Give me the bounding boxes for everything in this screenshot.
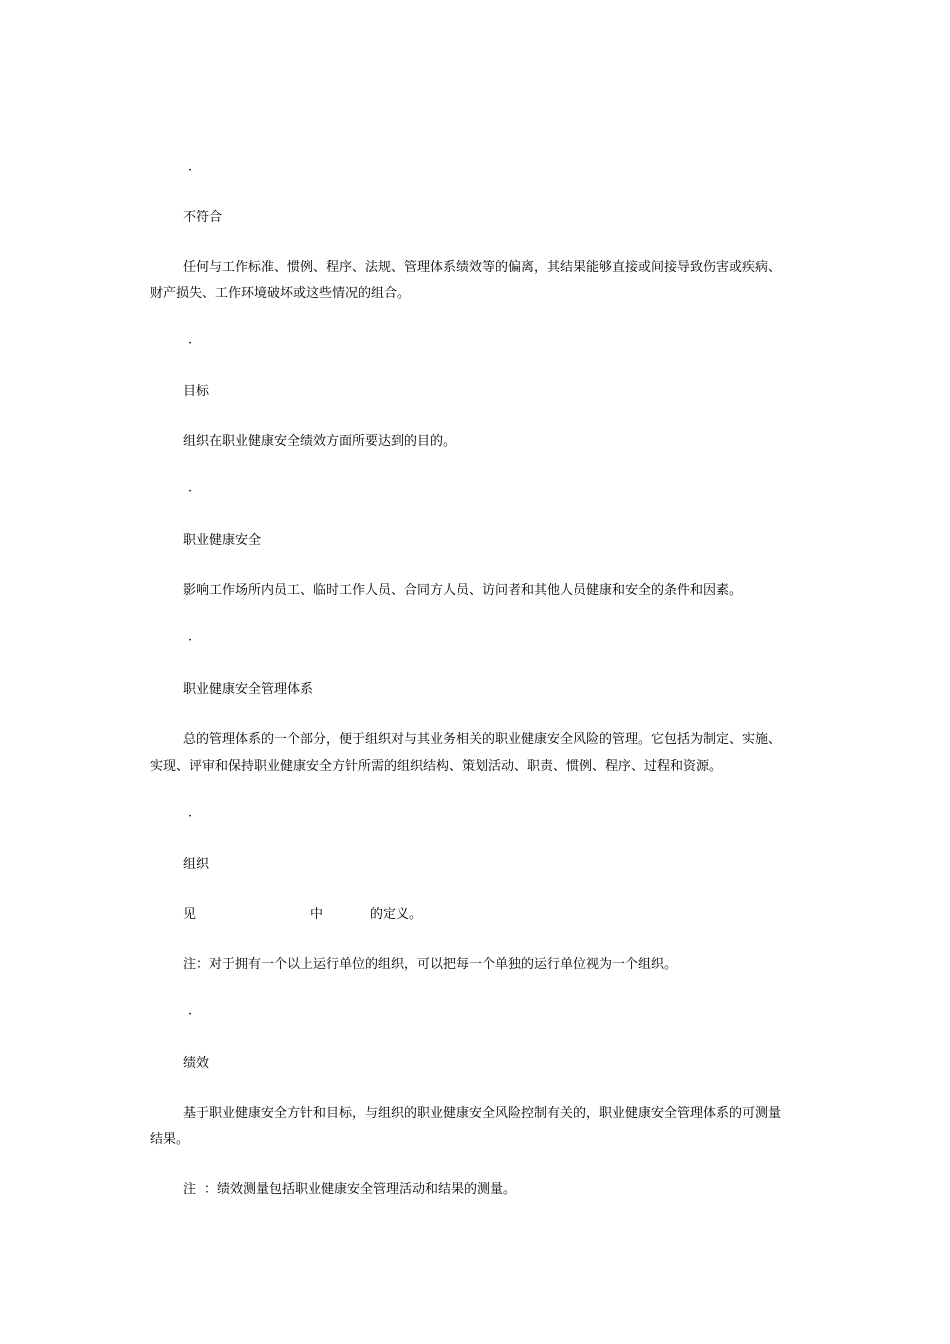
section-marker: · xyxy=(188,633,193,648)
section-marker: · xyxy=(188,484,193,499)
note-line xyxy=(183,1178,516,1201)
definition-part: 见 xyxy=(183,907,197,922)
definition-line: 结果。 xyxy=(150,1132,190,1147)
section-marker: · xyxy=(188,1007,193,1022)
definition-line: 财产损失、工作环境破坏或这些情况的组合。 xyxy=(150,286,411,301)
definition-line: 基于职业健康安全方针和目标，与组织的职业健康安全风险控制有关的，职业健康安全管理体系的可测量 xyxy=(183,1106,782,1121)
definition-line: 任何与工作标准、惯例、程序、法规、管理体系绩效等的偏离，其结果能够直接或间接导致伤害或疾病、 xyxy=(183,260,782,275)
definition-line xyxy=(183,903,422,926)
term-title-ohs: 职业健康安全 xyxy=(183,533,262,548)
definition-line: 实现、评审和保持职业健康安全方针所需的组织结构、策划活动、职责、惯例、程序、过程和资源。 xyxy=(150,759,723,774)
section-marker: · xyxy=(188,336,193,351)
definition-line: 影响工作场所内员工、临时工作人员、合同方人员、访问者和其他人员健康和安全的条件和因素。 xyxy=(183,583,743,598)
note-text: ：绩效测量包括职业健康安全管理活动和结果的测量。 xyxy=(204,1182,517,1197)
term-title-performance: 绩效 xyxy=(183,1056,210,1071)
term-title-ohsms: 职业健康安全管理体系 xyxy=(183,682,314,697)
term-title-nonconformity: 不符合 xyxy=(183,210,223,225)
note-label: 注 xyxy=(183,1182,197,1197)
definition-line: 组织在职业健康安全绩效方面所要达到的目的。 xyxy=(183,434,457,449)
note-line: 注：对于拥有一个以上运行单位的组织，可以把每一个单独的运行单位视为一个组织。 xyxy=(183,957,678,972)
section-marker: · xyxy=(188,809,193,824)
term-title-organization: 组织 xyxy=(183,857,210,872)
definition-part: 的定义。 xyxy=(370,907,423,922)
term-title-objective: 目标 xyxy=(183,384,210,399)
definition-line: 总的管理体系的一个部分，便于组织对与其业务相关的职业健康安全风险的管理。它包括为制定、实施、 xyxy=(183,732,782,747)
definition-part: 中 xyxy=(310,907,324,922)
section-marker: · xyxy=(188,163,193,178)
